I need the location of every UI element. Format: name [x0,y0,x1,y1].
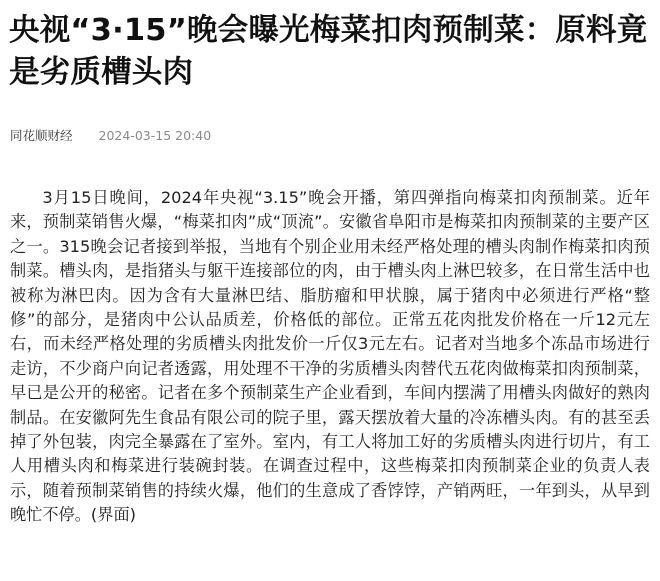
article-body: 3月15日晚间，2024年央视“3.15”晚会开播，第四弹指向梅菜扣肉预制菜。近年来，预制菜销售火爆，“梅菜扣肉”成“顶流”。安徽省阜阳市是梅菜扣肉预制菜的主要产区之一。315晚会记者接到举报，当地有个别企业用未经严格处理的槽头肉制作梅菜扣肉预制菜。槽头肉，是指猪头与躯干连接部位的肉，由于槽头肉上淋巴较多，在日常生活中也被称为淋巴肉。因为含有大量淋巴结、脂肪瘤和甲状腺，属于猪肉中必须进行严格“整修”的部分，是猪肉中公认品质差，价格低的部位。正常五花肉批发价格在一斤12元左右，而未经严格处理的劣质槽头肉批发价一斤仅3元左右。记者对当地多个冻品市场进行走访，不少商户向记者透露，用处理不干净的劣质槽头肉替代五花肉做梅菜扣肉预制菜，早已是公开的秘密。记者在多个预制菜生产企业看到，车间内摆满了用槽头肉做好的熟肉制品。在安徽阿先生食品有限公司的院子里，露天摆放着大量的冷冻槽头肉。有的甚至丢掉了外包装，肉完全暴露在了室外。室内，有工人将加工好的劣质槽头肉进行切片，有工人用槽头肉和梅菜进行装碗封装。在调查过程中，这些梅菜扣肉预制菜企业的负责人表示，随着预制菜销售的持续火爆，他们的生意成了香饽饽，产销两旺，一年到头，从早到晚忙不停。(界面) [10,188,650,525]
article-source[interactable]: 同花顺财经 [10,128,73,143]
article-title: 央视“3·15”晚会曝光梅菜扣肉预制菜：原料竟是劣质槽头肉 [9,13,648,90]
article-date: 2024-03-15 20:40 [98,128,212,143]
article-meta [10,127,211,145]
